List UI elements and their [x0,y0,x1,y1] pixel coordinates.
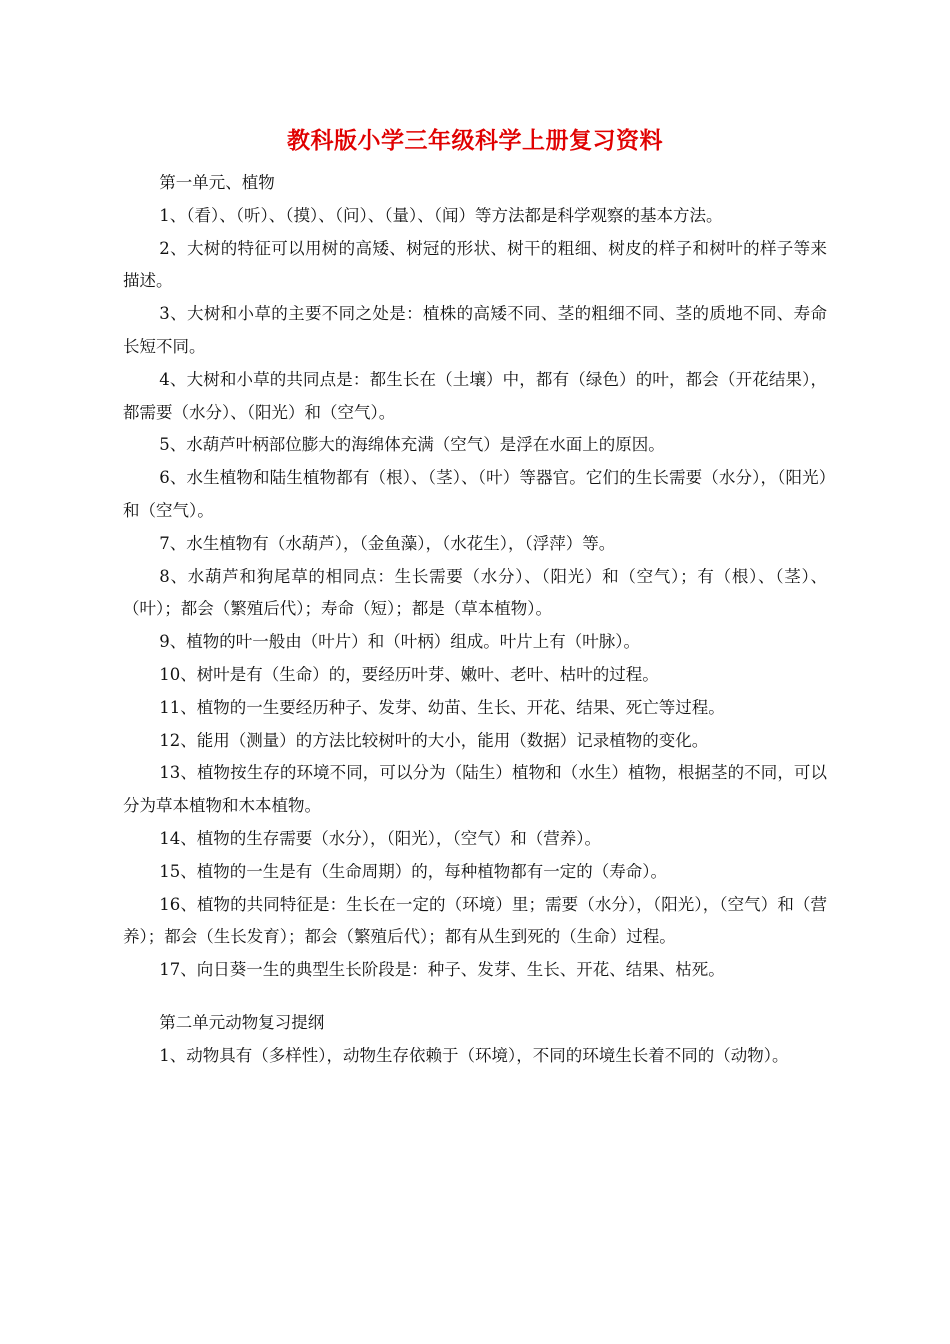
unit-2-heading: 第二单元动物复习提纲 [159,1012,325,1032]
document-body [123,167,827,1073]
unit-1-item: 16、植物的共同特征是：生长在一定的（环境）里；需要（水分），（阳光），（空气）和（营养）；都会（生长发育）；都会（繁殖后代）；都有从生到死的（生命）过程。 [123,894,827,947]
unit-1-item: 6、水生植物和陆生植物都有（根）、（茎）、（叶）等器官。它们的生长需要（水分），（阳光）和（空气）。 [123,468,827,520]
unit-1-item: 13、植物按生存的环境不同，可以分为（陆生）植物和（水生）植物，根据茎的不同，可以分为草本植物和木本植物。 [123,763,827,816]
unit-1-item: 4、大树和小草的共同点是：都生长在（土壤）中，都有（绿色）的叶，都会（开花结果），都需要（水分）、（阳光）和（空气）。 [123,369,827,422]
unit-1-item: 17、向日葵一生的典型生长阶段是：种子、发芽、生长、开花、结果、枯死。 [159,960,725,980]
unit-1-item: 8、水葫芦和狗尾草的相同点：生长需要（水分）、（阳光）和（空气）；有（根）、（茎）、（叶）；都会（繁殖后代）；寿命（短）；都是（草本植物）。 [123,566,827,619]
unit-1-item: 12、能用（测量）的方法比较树叶的大小，能用（数据）记录植物的变化。 [159,730,709,750]
unit-1-item: 5、水葫芦叶柄部位膨大的海绵体充满（空气）是浮在水面上的原因。 [159,435,665,455]
section-spacer [123,987,827,1007]
unit-1-heading: 第一单元、植物 [159,173,275,192]
unit-1-item: 3、大树和小草的主要不同之处是：植株的高矮不同、茎的粗细不同、茎的质地不同、寿命长短不同。 [123,304,827,356]
document-title: 教科版小学三年级科学上册复习资料 [287,128,663,154]
unit-1-item: 9、植物的叶一般由（叶片）和（叶柄）组成。叶片上有（叶脉）。 [159,632,641,652]
unit-1-item: 7、水生植物有（水葫芦），（金鱼藻），（水花生），（浮萍）等。 [159,533,616,553]
unit-1-item: 15、植物的一生是有（生命周期）的，每种植物都有一定的（寿命）。 [159,861,668,881]
unit-1-item: 11、植物的一生要经历种子、发芽、幼苗、生长、开花、结果、死亡等过程。 [159,697,725,717]
unit-1-item: 1、（看）、（听）、（摸）、（问）、（量）、（闻）等方法都是科学观察的基本方法。 [159,205,723,225]
unit-1-item: 2、大树的特征可以用树的高矮、树冠的形状、树干的粗细、树皮的样子和树叶的样子等来描述。 [123,238,827,291]
unit-2-item: 1、动物具有（多样性），动物生存依赖于（环境），不同的环境生长着不同的（动物）。 [159,1045,789,1065]
unit-1-item: 10、树叶是有（生命）的，要经历叶芽、嫩叶、老叶、枯叶的过程。 [159,664,659,684]
unit-1-item: 14、植物的生存需要（水分），（阳光），（空气）和（营养）。 [159,828,602,848]
